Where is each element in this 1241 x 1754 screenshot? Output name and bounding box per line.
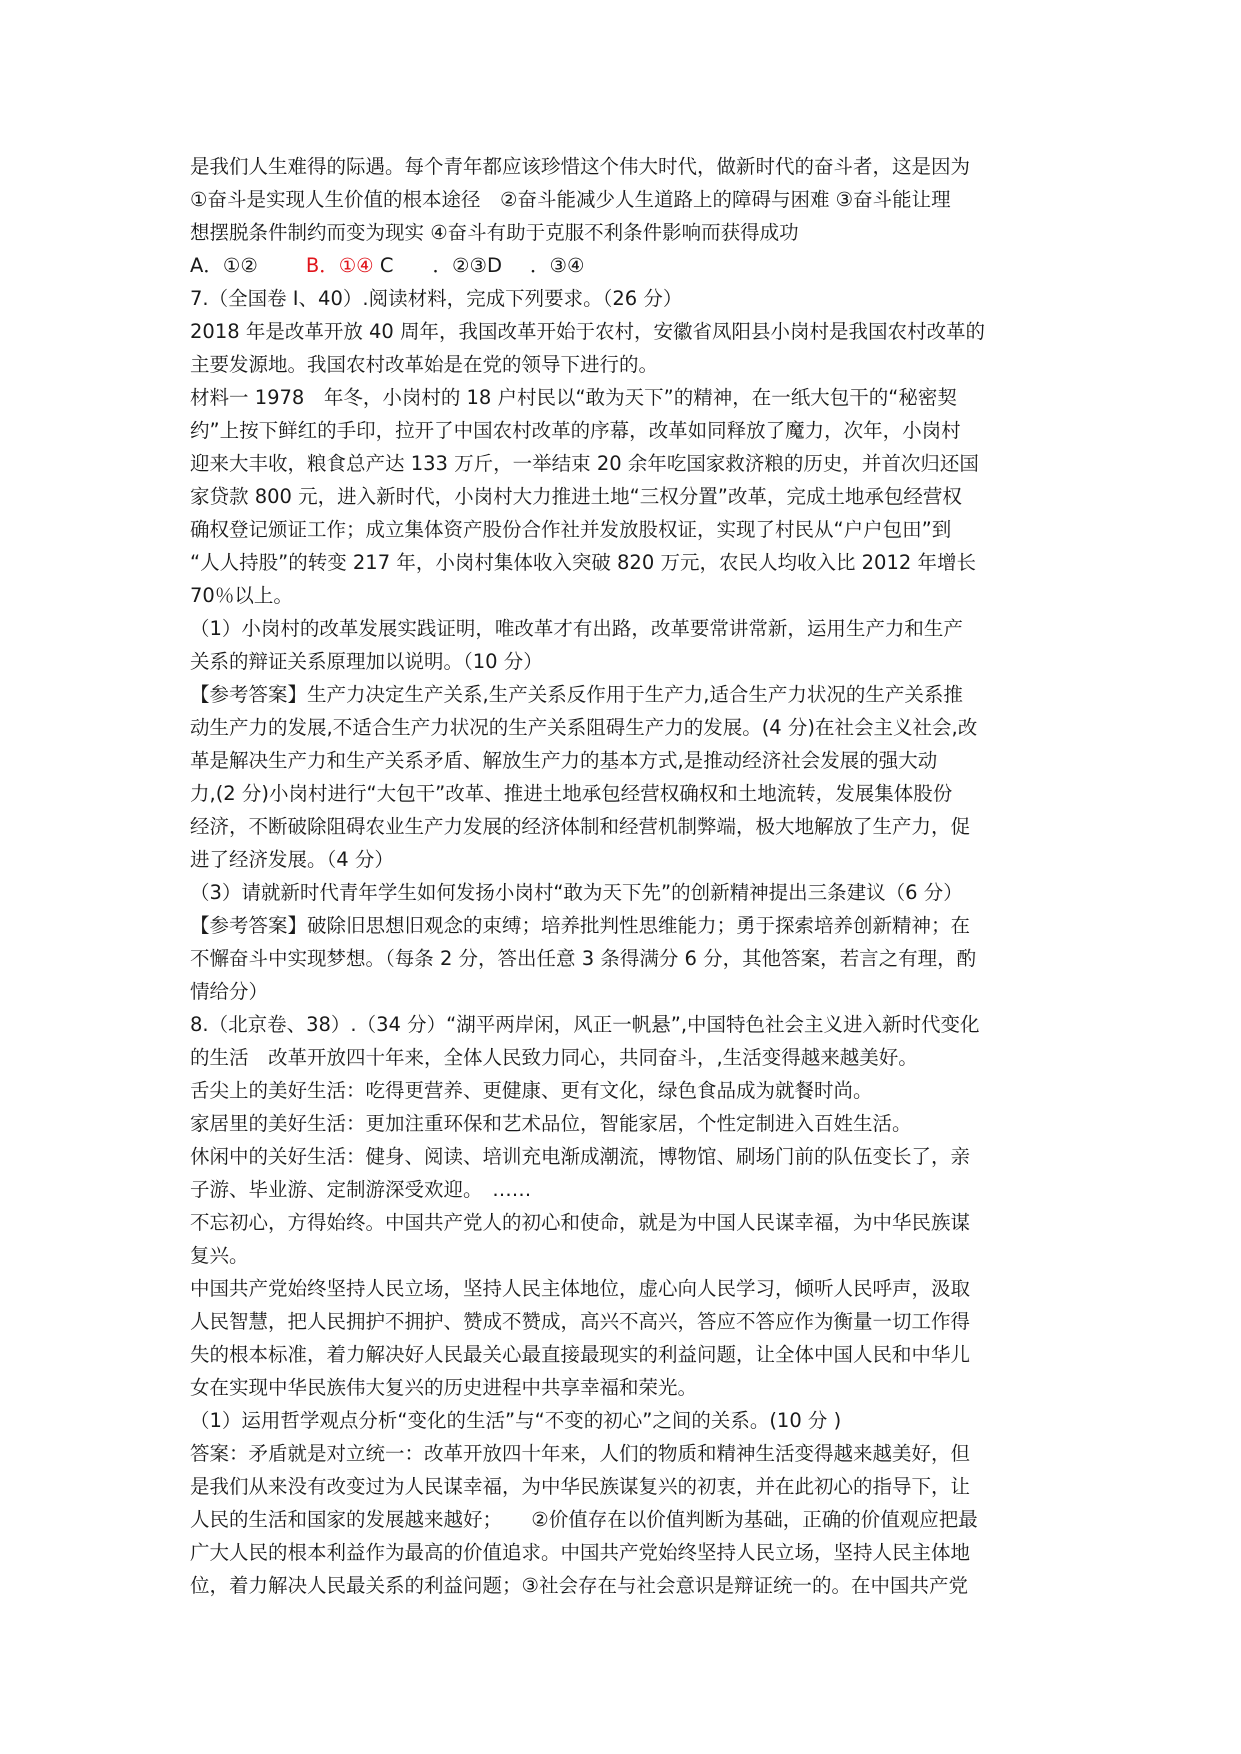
- text-line: 人民的生活和国家的发展越来越好； ②价值存在以价值判断为基础，正确的价值观应把最: [190, 1508, 978, 1531]
- text-line: 2018 年是改革开放 40 周年，我国改革开始于农村，安徽省凤阳县小岗村是我国农村改革的: [190, 320, 986, 343]
- text-line: 休闲中的关好生活：健身、阅读、培训充电渐成潮流，博物馆、刷场门前的队伍变长了，亲: [190, 1145, 971, 1168]
- question-heading: 8.（北京卷、38）.（34 分）“湖平两岸闲，风正一帆悬”,中国特色社会主义进入新时代变化: [190, 1013, 980, 1036]
- text-line: 关系的辩证关系原理加以说明。（10 分）: [190, 650, 543, 673]
- text-line: 不懈奋斗中实现梦想。（每条 2 分，答出任意 3 条得满分 6 分，其他答案，若言之有理，酌: [190, 947, 977, 970]
- text-line: “人人持股”的转变 217 年，小岗村集体收入突破 820 万元，农民人均收入比 2012 年增长: [190, 551, 976, 574]
- text-line: 女在实现中华民族伟大复兴的历史进程中共享幸福和荣光。: [190, 1376, 698, 1399]
- document-page: [190, 150, 1070, 1602]
- text-line: 位，着力解决人民最关系的利益问题；③社会存在与社会意识是辩证统一的。在中国共产党: [190, 1574, 968, 1597]
- text-line: 失的根本标准，着力解决好人民最关心最直接最现实的利益问题，让全体中国人民和中华儿: [190, 1343, 971, 1366]
- text-line: 家贷款 800 元，进入新时代，小岗村大力推进土地“三权分置”改革，完成土地承包经营权: [190, 485, 962, 508]
- answer-choices: [190, 249, 1070, 282]
- text-line: 子游、毕业游、定制游深受欢迎。 ……: [190, 1178, 532, 1201]
- sub-question: （1）运用哲学观点分析“变化的生活”与“不变的初心”之间的关系。(10 分 ): [190, 1409, 842, 1432]
- choice-d: ．③④: [529, 254, 585, 277]
- text-line: 不忘初心，方得始终。中国共产党人的初心和使命，就是为中国人民谋幸福，为中华民族谋: [190, 1211, 971, 1234]
- text-line: 革是解决生产力和生产关系矛盾、解放生产力的基本方式,是推动经济社会发展的强大动: [190, 749, 938, 772]
- text-line: 经济，不断破除阻碍农业生产力发展的经济体制和经营机制弊端，极大地解放了生产力，促: [190, 815, 971, 838]
- text-line: 主要发源地。我国农村改革始是在党的领导下进行的。: [190, 353, 659, 376]
- text-line: 的生活 改革开放四十年来，全体人民致力同心，共同奋斗，,生活变得越来越美好。: [190, 1046, 918, 1069]
- text-line: 广大人民的根本利益作为最高的价值追求。中国共产党始终坚持人民立场，坚持人民主体地: [190, 1541, 971, 1564]
- text-line: 复兴。: [190, 1244, 249, 1267]
- text-line: 舌尖上的美好生活：吃得更营养、更健康、更有文化，绿色食品成为就餐时尚。: [190, 1079, 873, 1102]
- choice-a: A．①②: [190, 254, 258, 277]
- answer-text: 答案：矛盾就是对立统一：改革开放四十年来，人们的物质和精神生活变得越来越美好，但: [190, 1442, 971, 1465]
- text-line: 进了经济发展。（4 分）: [190, 848, 394, 871]
- reference-answer: 【参考答案】生产力决定生产关系,生产关系反作用于生产力,适合生产力状况的生产关系推: [190, 683, 963, 706]
- text-line: 是我们从来没有改变过为人民谋幸福，为中华民族谋复兴的初衷，并在此初心的指导下，让: [190, 1475, 971, 1498]
- text-line: 情给分）: [190, 980, 269, 1003]
- question-heading: 7.（全国卷 I、40）.阅读材料，完成下列要求。（26 分）: [190, 287, 683, 310]
- choice-b-correct: B．①④: [305, 254, 374, 277]
- text-line: 力,(2 分)小岗村进行“大包干”改革、推进土地承包经营权确权和土地流转，发展集体股份: [190, 782, 953, 805]
- text-line: 材料一 1978 年冬，小岗村的 18 户村民以“敢为天下”的精神，在一纸大包干的“秘密契: [190, 386, 957, 409]
- text-line: 约”上按下鲜红的手印，拉开了中国农村改革的序幕，改革如同释放了魔力，次年，小岗村: [190, 419, 961, 442]
- text-line: 人民智慧，把人民拥护不拥护、赞成不赞成，高兴不高兴，答应不答应作为衡量一切工作得: [190, 1310, 971, 1333]
- sub-question: （1）小岗村的改革发展实践证明，唯改革才有出路，改革要常讲常新，运用生产力和生产: [190, 617, 963, 640]
- text-line: 70％以上。: [190, 584, 293, 607]
- reference-answer: 【参考答案】破除旧思想旧观念的束缚；培养批判性思维能力；勇于探索培养创新精神；在: [190, 914, 971, 937]
- text-line: 确权登记颁证工作；成立集体资产股份合作社并发放股权证，实现了村民从“户户包田”到: [190, 518, 952, 541]
- sub-question: （3）请就新时代青年学生如何发扬小岗村“敢为天下先”的创新精神提出三条建议（6 分）: [190, 881, 963, 904]
- text-line: 中国共产党始终坚持人民立场，坚持人民主体地位，虚心向人民学习，倾听人民呼声，汲取: [190, 1277, 971, 1300]
- text-line: ①奋斗是实现人生价值的根本途径 ②奋斗能减少人生道路上的障碍与困难 ③奋斗能让理: [190, 188, 951, 211]
- text-line: 想摆脱条件制约而变为现实 ④奋斗有助于克服不利条件影响而获得成功: [190, 221, 799, 244]
- text-line: 是我们人生难得的际遇。每个青年都应该珍惜这个伟大时代，做新时代的奋斗者，这是因为: [190, 155, 971, 178]
- text-line: 家居里的美好生活：更加注重环保和艺术品位，智能家居，个性定制进入百姓生活。: [190, 1112, 912, 1135]
- choice-c: C ．②③D: [379, 254, 502, 277]
- text-line: 动生产力的发展,不适合生产力状况的生产关系阻碍生产力的发展。(4 分)在社会主义社会,改: [190, 716, 978, 739]
- text-line: 迎来大丰收，粮食总产达 133 万斤，一举结束 20 余年吃国家救济粮的历史，并首次归还国: [190, 452, 979, 475]
